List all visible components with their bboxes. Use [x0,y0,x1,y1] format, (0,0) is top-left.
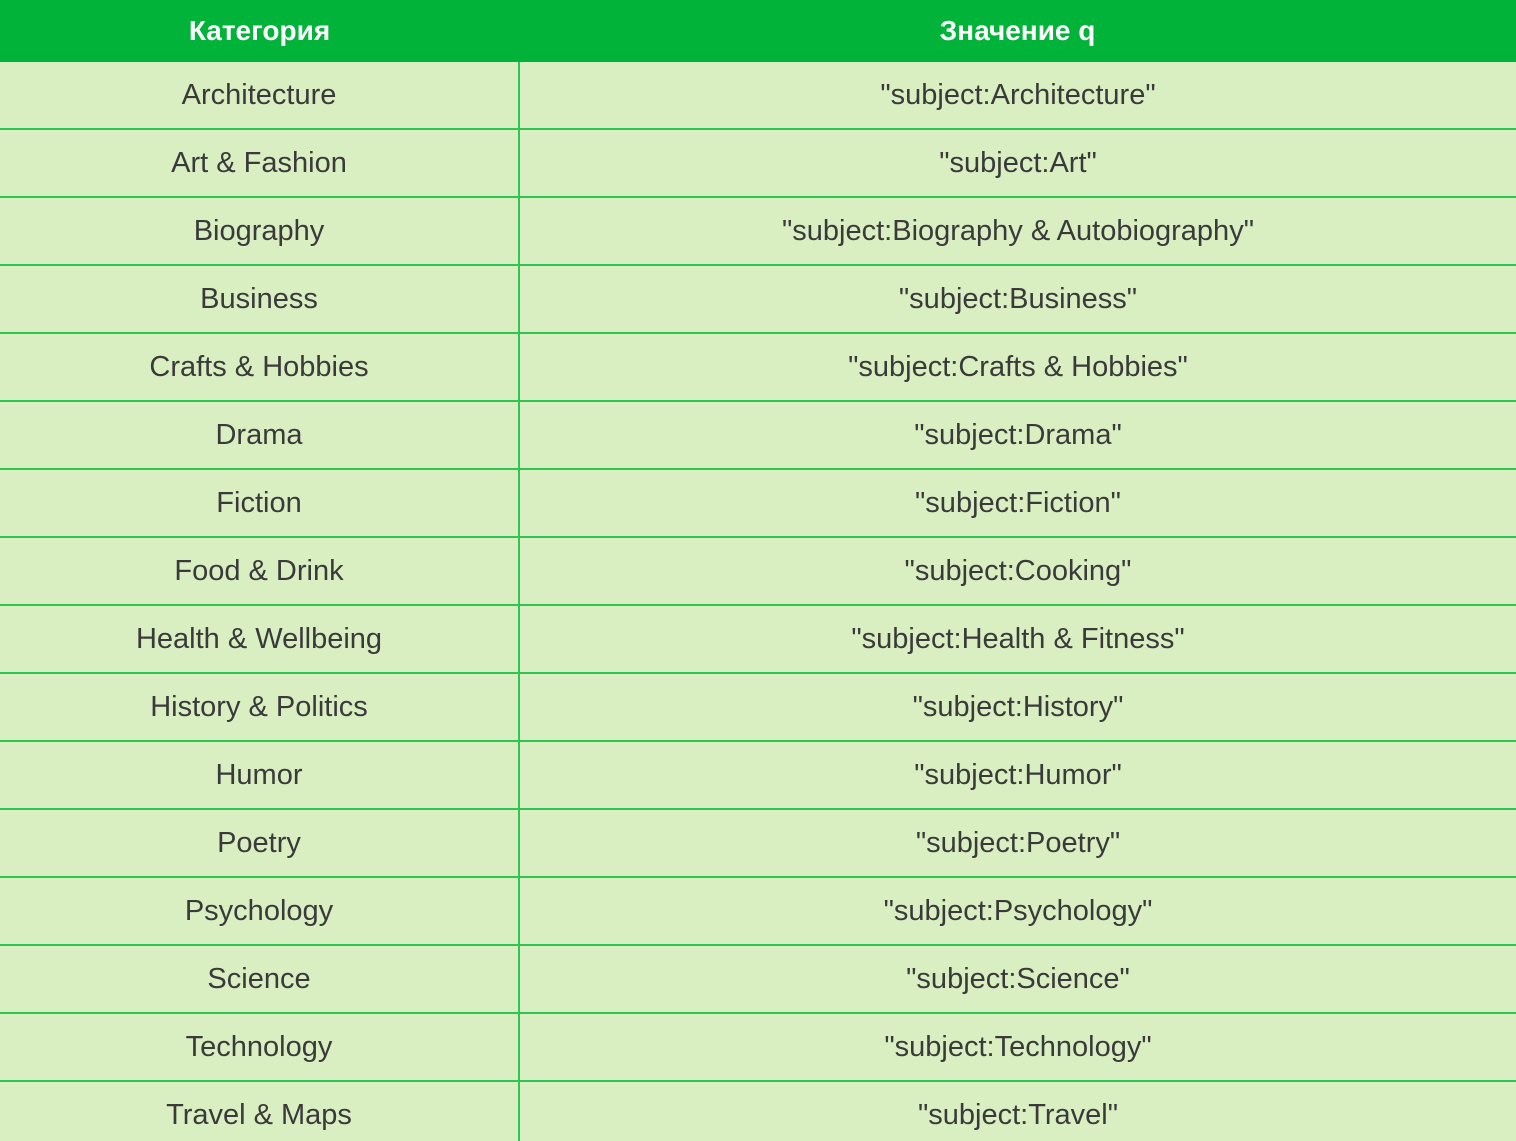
table-row [0,1081,1516,1141]
table-row [0,537,1516,605]
category-cell: Technology [0,1013,519,1081]
category-cell: Poetry [0,809,519,877]
table-row [0,469,1516,537]
table-row [0,129,1516,197]
category-cell: Food & Drink [0,537,519,605]
category-cell: Crafts & Hobbies [0,333,519,401]
header-q-value: Значение q [519,0,1516,62]
category-cell: Business [0,265,519,333]
q-value-cell: "subject:Psychology" [519,877,1516,945]
table-header-row [0,0,1516,62]
table-row [0,401,1516,469]
table-row [0,741,1516,809]
table-row [0,333,1516,401]
q-value-cell: "subject:Drama" [519,401,1516,469]
q-value-cell: "subject:Health & Fitness" [519,605,1516,673]
category-cell: Drama [0,401,519,469]
table-row [0,605,1516,673]
category-cell: Travel & Maps [0,1081,519,1141]
q-value-cell: "subject:Cooking" [519,537,1516,605]
category-cell: Health & Wellbeing [0,605,519,673]
q-value-cell: "subject:Travel" [519,1081,1516,1141]
table-row [0,62,1516,129]
category-cell: History & Politics [0,673,519,741]
q-value-cell: "subject:Technology" [519,1013,1516,1081]
table-row [0,197,1516,265]
table-row [0,945,1516,1013]
header-category: Категория [0,0,519,62]
category-cell: Humor [0,741,519,809]
table-row [0,877,1516,945]
category-cell: Architecture [0,62,519,129]
q-value-cell: "subject:Biography & Autobiography" [519,197,1516,265]
category-cell: Science [0,945,519,1013]
q-value-cell: "subject:Science" [519,945,1516,1013]
q-value-cell: "subject:Humor" [519,741,1516,809]
q-value-cell: "subject:Fiction" [519,469,1516,537]
category-cell: Fiction [0,469,519,537]
q-value-cell: "subject:Art" [519,129,1516,197]
table-row [0,265,1516,333]
table-row [0,1013,1516,1081]
category-cell: Art & Fashion [0,129,519,197]
category-cell: Psychology [0,877,519,945]
table-row [0,809,1516,877]
category-cell: Biography [0,197,519,265]
q-value-cell: "subject:Architecture" [519,62,1516,129]
q-value-cell: "subject:Poetry" [519,809,1516,877]
table-row [0,673,1516,741]
q-value-cell: "subject:History" [519,673,1516,741]
q-value-cell: "subject:Business" [519,265,1516,333]
q-value-cell: "subject:Crafts & Hobbies" [519,333,1516,401]
